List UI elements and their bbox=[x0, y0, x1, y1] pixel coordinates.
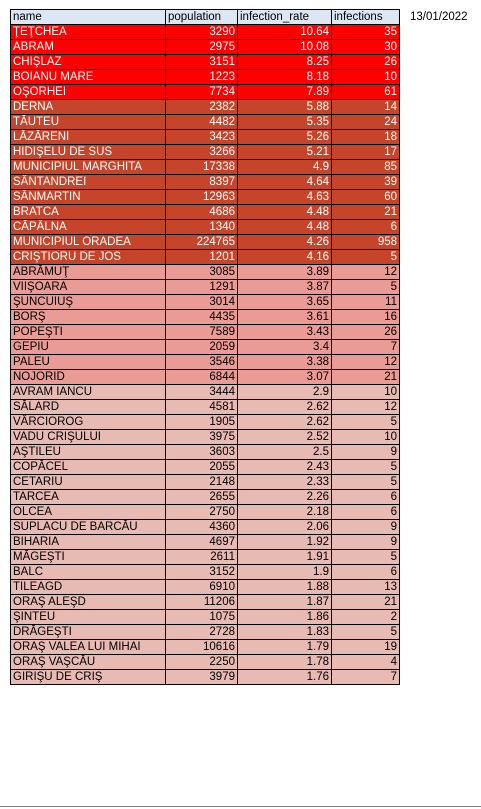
cell-name[interactable]: AŞTILEU bbox=[11, 445, 166, 460]
cell-population[interactable]: 2750 bbox=[166, 505, 238, 520]
cell-name[interactable]: TARCEA bbox=[11, 490, 166, 505]
cell-name[interactable]: ŞINTEU bbox=[11, 610, 166, 625]
infection-table bbox=[10, 9, 400, 685]
cell-name[interactable]: ABRAM bbox=[11, 40, 166, 55]
cell-population[interactable]: 3014 bbox=[166, 295, 238, 310]
cell-name[interactable]: CHIŞLAZ bbox=[11, 55, 166, 70]
cell-infections[interactable]: 10 bbox=[332, 430, 400, 445]
cell-population[interactable]: 1201 bbox=[166, 250, 238, 265]
cell-infection-rate[interactable]: 1.76 bbox=[238, 670, 332, 685]
table-row bbox=[11, 250, 400, 265]
cell-infections[interactable]: 6 bbox=[332, 565, 400, 580]
table-row bbox=[11, 130, 400, 145]
table-row bbox=[11, 70, 400, 85]
cell-infection-rate[interactable]: 5.88 bbox=[238, 100, 332, 115]
table-row bbox=[11, 655, 400, 670]
table-row bbox=[11, 400, 400, 415]
cell-name[interactable]: VÂRCIOROG bbox=[11, 415, 166, 430]
cell-name[interactable]: ORAŞ ALEŞD bbox=[11, 595, 166, 610]
cell-infections[interactable]: 14 bbox=[332, 100, 400, 115]
cell-infection-rate[interactable]: 10.08 bbox=[238, 40, 332, 55]
cell-population[interactable]: 6844 bbox=[166, 370, 238, 385]
cell-infections[interactable]: 21 bbox=[332, 595, 400, 610]
table-row bbox=[11, 100, 400, 115]
cell-infection-rate[interactable]: 4.26 bbox=[238, 235, 332, 250]
table-row bbox=[11, 190, 400, 205]
cell-infection-rate[interactable]: 5.35 bbox=[238, 115, 332, 130]
cell-infection-rate[interactable]: 2.5 bbox=[238, 445, 332, 460]
table-row bbox=[11, 640, 400, 655]
table-row bbox=[11, 310, 400, 325]
cell-infections[interactable]: 19 bbox=[332, 640, 400, 655]
cell-population[interactable]: 2728 bbox=[166, 625, 238, 640]
cell-infections[interactable]: 7 bbox=[332, 340, 400, 355]
cell-infections[interactable]: 30 bbox=[332, 40, 400, 55]
table-row bbox=[11, 235, 400, 250]
cell-population[interactable]: 3290 bbox=[166, 25, 238, 40]
cell-population[interactable]: 17338 bbox=[166, 160, 238, 175]
cell-infections[interactable]: 16 bbox=[332, 310, 400, 325]
table-row bbox=[11, 565, 400, 580]
cell-infections[interactable]: 26 bbox=[332, 55, 400, 70]
cell-infections[interactable]: 9 bbox=[332, 520, 400, 535]
cell-name[interactable]: ŢEŢCHEA bbox=[11, 25, 166, 40]
table-row bbox=[11, 415, 400, 430]
cell-infection-rate[interactable]: 4.63 bbox=[238, 190, 332, 205]
cell-infection-rate[interactable]: 1.9 bbox=[238, 565, 332, 580]
cell-infection-rate[interactable]: 1.79 bbox=[238, 640, 332, 655]
cell-infections[interactable]: 5 bbox=[332, 625, 400, 640]
cell-name[interactable]: ŞUNCUIUŞ bbox=[11, 295, 166, 310]
cell-name[interactable]: SUPLACU DE BARCĂU bbox=[11, 520, 166, 535]
cell-population[interactable]: 7734 bbox=[166, 85, 238, 100]
cell-infection-rate[interactable]: 4.16 bbox=[238, 250, 332, 265]
table-row bbox=[11, 520, 400, 535]
cell-infection-rate[interactable]: 7.89 bbox=[238, 85, 332, 100]
cell-infection-rate[interactable]: 1.83 bbox=[238, 625, 332, 640]
cell-infections[interactable]: 7 bbox=[332, 670, 400, 685]
cell-infections[interactable]: 9 bbox=[332, 445, 400, 460]
cell-population[interactable]: 3423 bbox=[166, 130, 238, 145]
table-row bbox=[11, 490, 400, 505]
cell-name[interactable]: OŞORHEI bbox=[11, 85, 166, 100]
table-row bbox=[11, 175, 400, 190]
table-row bbox=[11, 670, 400, 685]
cell-population[interactable]: 2655 bbox=[166, 490, 238, 505]
table-row bbox=[11, 355, 400, 370]
cell-infections[interactable]: 13 bbox=[332, 580, 400, 595]
cell-infection-rate[interactable]: 2.06 bbox=[238, 520, 332, 535]
cell-infection-rate[interactable]: 3.87 bbox=[238, 280, 332, 295]
cell-population[interactable]: 3151 bbox=[166, 55, 238, 70]
cell-infection-rate[interactable]: 5.26 bbox=[238, 130, 332, 145]
cell-infections[interactable]: 35 bbox=[332, 25, 400, 40]
cell-population[interactable]: 2148 bbox=[166, 475, 238, 490]
cell-infections[interactable]: 18 bbox=[332, 130, 400, 145]
cell-infections[interactable]: 9 bbox=[332, 535, 400, 550]
cell-infections[interactable]: 61 bbox=[332, 85, 400, 100]
cell-population[interactable]: 3546 bbox=[166, 355, 238, 370]
cell-population[interactable]: 3603 bbox=[166, 445, 238, 460]
table-row bbox=[11, 475, 400, 490]
cell-name[interactable]: ORAŞ VAŞCĂU bbox=[11, 655, 166, 670]
cell-infection-rate[interactable]: 1.91 bbox=[238, 550, 332, 565]
table-body bbox=[11, 10, 400, 685]
cell-population[interactable]: 2975 bbox=[166, 40, 238, 55]
cell-population[interactable]: 1340 bbox=[166, 220, 238, 235]
cell-population[interactable]: 4360 bbox=[166, 520, 238, 535]
cell-infection-rate[interactable]: 2.62 bbox=[238, 400, 332, 415]
cell-name[interactable]: BRATCA bbox=[11, 205, 166, 220]
cell-infections[interactable]: 24 bbox=[332, 115, 400, 130]
page-break-divider bbox=[0, 806, 481, 807]
cell-infection-rate[interactable]: 2.43 bbox=[238, 460, 332, 475]
cell-infections[interactable]: 21 bbox=[332, 205, 400, 220]
cell-name[interactable]: TĂUTEU bbox=[11, 115, 166, 130]
cell-infection-rate[interactable]: 2.62 bbox=[238, 415, 332, 430]
header-row bbox=[11, 10, 400, 25]
cell-infections[interactable]: 5 bbox=[332, 460, 400, 475]
table-row bbox=[11, 340, 400, 355]
cell-infection-rate[interactable]: 3.61 bbox=[238, 310, 332, 325]
cell-name[interactable]: CĂPÂLNA bbox=[11, 220, 166, 235]
cell-population[interactable]: 4435 bbox=[166, 310, 238, 325]
cell-infections[interactable]: 21 bbox=[332, 370, 400, 385]
cell-name[interactable]: PALEU bbox=[11, 355, 166, 370]
table-row bbox=[11, 460, 400, 475]
cell-infection-rate[interactable]: 8.18 bbox=[238, 70, 332, 85]
cell-infection-rate[interactable]: 2.18 bbox=[238, 505, 332, 520]
cell-name[interactable]: MUNICIPIUL MARGHITA bbox=[11, 160, 166, 175]
cell-population[interactable]: 3085 bbox=[166, 265, 238, 280]
cell-infections[interactable]: 60 bbox=[332, 190, 400, 205]
cell-population[interactable]: 4581 bbox=[166, 400, 238, 415]
cell-population[interactable]: 3975 bbox=[166, 430, 238, 445]
cell-infections[interactable]: 5 bbox=[332, 250, 400, 265]
cell-infections[interactable]: 958 bbox=[332, 235, 400, 250]
cell-infections[interactable]: 5 bbox=[332, 550, 400, 565]
cell-name[interactable]: DRĂGEŞTI bbox=[11, 625, 166, 640]
cell-population[interactable]: 2055 bbox=[166, 460, 238, 475]
table-row bbox=[11, 385, 400, 400]
cell-population[interactable]: 3979 bbox=[166, 670, 238, 685]
cell-population[interactable]: 12963 bbox=[166, 190, 238, 205]
cell-population[interactable]: 1223 bbox=[166, 70, 238, 85]
table-row bbox=[11, 280, 400, 295]
cell-population[interactable]: 1905 bbox=[166, 415, 238, 430]
cell-infections[interactable]: 4 bbox=[332, 655, 400, 670]
cell-population[interactable]: 224765 bbox=[166, 235, 238, 250]
cell-population[interactable]: 2059 bbox=[166, 340, 238, 355]
cell-population[interactable]: 3266 bbox=[166, 145, 238, 160]
cell-infection-rate[interactable]: 3.4 bbox=[238, 340, 332, 355]
header-infections[interactable]: infections bbox=[332, 10, 400, 25]
cell-infections[interactable]: 6 bbox=[332, 490, 400, 505]
table-row bbox=[11, 40, 400, 55]
cell-infection-rate[interactable]: 10.64 bbox=[238, 25, 332, 40]
cell-infections[interactable]: 5 bbox=[332, 415, 400, 430]
table-row bbox=[11, 445, 400, 460]
table-row bbox=[11, 550, 400, 565]
cell-name[interactable]: POPEŞTI bbox=[11, 325, 166, 340]
cell-name[interactable]: MUNICIPIUL ORADEA bbox=[11, 235, 166, 250]
table-row bbox=[11, 85, 400, 100]
cell-population[interactable]: 8397 bbox=[166, 175, 238, 190]
cell-name[interactable]: ORAŞ VALEA LUI MIHAI bbox=[11, 640, 166, 655]
cell-name[interactable]: AVRAM IANCU bbox=[11, 385, 166, 400]
table-row bbox=[11, 115, 400, 130]
header-population[interactable]: population bbox=[166, 10, 238, 25]
cell-name[interactable]: BOIANU MARE bbox=[11, 70, 166, 85]
table-row bbox=[11, 430, 400, 445]
cell-infection-rate[interactable]: 5.21 bbox=[238, 145, 332, 160]
cell-infection-rate[interactable]: 8.25 bbox=[238, 55, 332, 70]
table-row bbox=[11, 160, 400, 175]
cell-population[interactable]: 4482 bbox=[166, 115, 238, 130]
table-row bbox=[11, 25, 400, 40]
report-date[interactable]: 13/01/2022 bbox=[410, 11, 468, 23]
cell-name[interactable]: BALC bbox=[11, 565, 166, 580]
table-row bbox=[11, 205, 400, 220]
cell-name[interactable]: SÂNMARTIN bbox=[11, 190, 166, 205]
table-row bbox=[11, 220, 400, 235]
cell-infection-rate[interactable]: 2.33 bbox=[238, 475, 332, 490]
cell-infections[interactable]: 5 bbox=[332, 475, 400, 490]
cell-infection-rate[interactable]: 3.65 bbox=[238, 295, 332, 310]
table-row bbox=[11, 295, 400, 310]
cell-infections[interactable]: 85 bbox=[332, 160, 400, 175]
table-row bbox=[11, 505, 400, 520]
cell-infections[interactable]: 10 bbox=[332, 385, 400, 400]
cell-name[interactable]: ABRĂMUŢ bbox=[11, 265, 166, 280]
cell-population[interactable]: 11206 bbox=[166, 595, 238, 610]
cell-infection-rate[interactable]: 1.87 bbox=[238, 595, 332, 610]
cell-name[interactable]: NOJORID bbox=[11, 370, 166, 385]
table-row bbox=[11, 55, 400, 70]
cell-name[interactable]: BORŞ bbox=[11, 310, 166, 325]
cell-population[interactable]: 3152 bbox=[166, 565, 238, 580]
cell-infection-rate[interactable]: 4.9 bbox=[238, 160, 332, 175]
cell-infection-rate[interactable]: 1.92 bbox=[238, 535, 332, 550]
cell-infections[interactable]: 6 bbox=[332, 505, 400, 520]
cell-infection-rate[interactable]: 4.48 bbox=[238, 205, 332, 220]
cell-name[interactable]: MĂGEŞTI bbox=[11, 550, 166, 565]
cell-infection-rate[interactable]: 1.86 bbox=[238, 610, 332, 625]
cell-infections[interactable]: 6 bbox=[332, 220, 400, 235]
table-row bbox=[11, 325, 400, 340]
cell-infections[interactable]: 17 bbox=[332, 145, 400, 160]
table-row bbox=[11, 610, 400, 625]
cell-infection-rate[interactable]: 4.64 bbox=[238, 175, 332, 190]
cell-name[interactable]: SÂNTANDREI bbox=[11, 175, 166, 190]
cell-name[interactable]: DERNA bbox=[11, 100, 166, 115]
cell-infection-rate[interactable]: 3.07 bbox=[238, 370, 332, 385]
cell-infections[interactable]: 26 bbox=[332, 325, 400, 340]
cell-infections[interactable]: 5 bbox=[332, 280, 400, 295]
cell-infection-rate[interactable]: 2.26 bbox=[238, 490, 332, 505]
cell-name[interactable]: SĂLARD bbox=[11, 400, 166, 415]
cell-name[interactable]: CETARIU bbox=[11, 475, 166, 490]
cell-infections[interactable]: 11 bbox=[332, 295, 400, 310]
cell-population[interactable]: 10616 bbox=[166, 640, 238, 655]
cell-name[interactable]: GEPIU bbox=[11, 340, 166, 355]
cell-population[interactable]: 4697 bbox=[166, 535, 238, 550]
cell-population[interactable]: 2611 bbox=[166, 550, 238, 565]
cell-name[interactable]: VADU CRIŞULUI bbox=[11, 430, 166, 445]
cell-name[interactable]: OLCEA bbox=[11, 505, 166, 520]
cell-infections[interactable]: 2 bbox=[332, 610, 400, 625]
cell-name[interactable]: COPĂCEL bbox=[11, 460, 166, 475]
cell-name[interactable]: VIIŞOARA bbox=[11, 280, 166, 295]
cell-infection-rate[interactable]: 1.88 bbox=[238, 580, 332, 595]
cell-infection-rate[interactable]: 2.52 bbox=[238, 430, 332, 445]
table-row bbox=[11, 535, 400, 550]
table-row bbox=[11, 370, 400, 385]
table-row bbox=[11, 145, 400, 160]
cell-name[interactable]: GIRIŞU DE CRIŞ bbox=[11, 670, 166, 685]
cell-infection-rate[interactable]: 1.78 bbox=[238, 655, 332, 670]
cell-population[interactable]: 4686 bbox=[166, 205, 238, 220]
cell-infection-rate[interactable]: 3.38 bbox=[238, 355, 332, 370]
cell-population[interactable]: 7589 bbox=[166, 325, 238, 340]
cell-name[interactable]: LĂZĂRENI bbox=[11, 130, 166, 145]
table-row bbox=[11, 265, 400, 280]
cell-population[interactable]: 3444 bbox=[166, 385, 238, 400]
header-name[interactable]: name bbox=[11, 10, 166, 25]
table-row bbox=[11, 595, 400, 610]
cell-name[interactable]: HIDIŞELU DE SUS bbox=[11, 145, 166, 160]
cell-infections[interactable]: 12 bbox=[332, 265, 400, 280]
cell-infection-rate[interactable]: 4.48 bbox=[238, 220, 332, 235]
cell-name[interactable]: TILEAGD bbox=[11, 580, 166, 595]
cell-infections[interactable]: 10 bbox=[332, 70, 400, 85]
cell-name[interactable]: CRIŞTIORU DE JOS bbox=[11, 250, 166, 265]
cell-infections[interactable]: 12 bbox=[332, 355, 400, 370]
table-row bbox=[11, 625, 400, 640]
cell-infection-rate[interactable]: 3.43 bbox=[238, 325, 332, 340]
cell-name[interactable]: BIHARIA bbox=[11, 535, 166, 550]
cell-population[interactable]: 1075 bbox=[166, 610, 238, 625]
cell-population[interactable]: 6910 bbox=[166, 580, 238, 595]
cell-infections[interactable]: 12 bbox=[332, 400, 400, 415]
cell-population[interactable]: 1291 bbox=[166, 280, 238, 295]
cell-population[interactable]: 2250 bbox=[166, 655, 238, 670]
cell-population[interactable]: 2382 bbox=[166, 100, 238, 115]
cell-infection-rate[interactable]: 3.89 bbox=[238, 265, 332, 280]
cell-infections[interactable]: 39 bbox=[332, 175, 400, 190]
cell-infection-rate[interactable]: 2.9 bbox=[238, 385, 332, 400]
header-infection-rate[interactable]: infection_rate bbox=[238, 10, 332, 25]
table-row bbox=[11, 580, 400, 595]
